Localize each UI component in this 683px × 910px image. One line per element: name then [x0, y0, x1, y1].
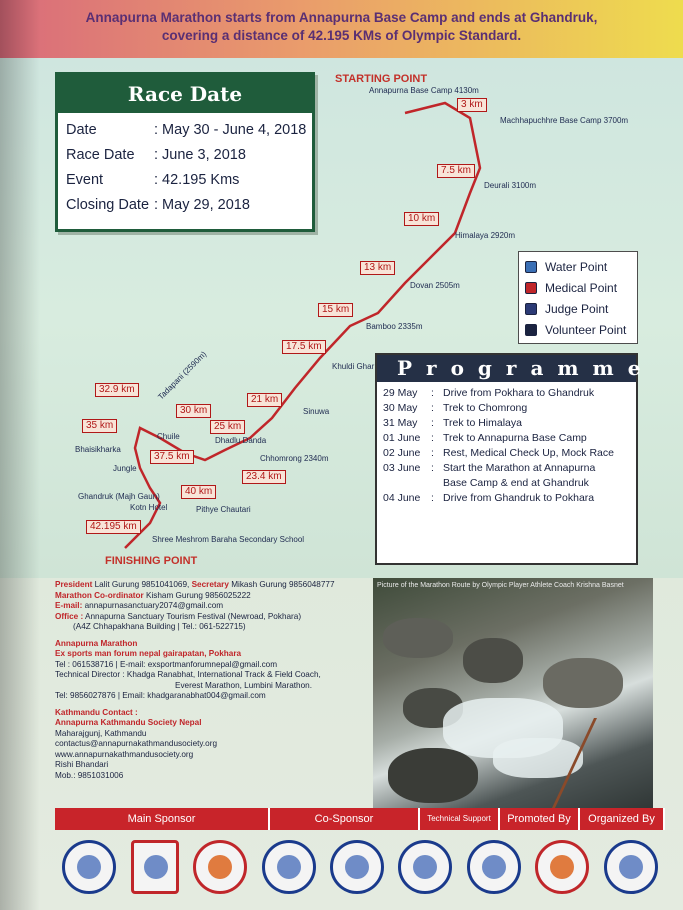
page-shadow: [0, 0, 40, 910]
contact-line: Rishi Bhandari: [55, 760, 109, 769]
race-row: [58, 193, 312, 218]
sponsor-logo: [535, 840, 589, 894]
race-key: Date: [66, 122, 97, 138]
race-key: Race Date: [66, 147, 135, 163]
programme-box: [375, 353, 655, 565]
place-kotn: Kotn Hotel: [130, 503, 168, 512]
secretary-value: Mikash Gurung 9856048777: [231, 580, 335, 589]
sponsor-logo: [262, 840, 316, 894]
programme-activity: Start the Marathon at Annapurna: [443, 462, 596, 474]
contact-line: [55, 591, 373, 602]
contact-line: Technical Director : Khadga Ranabhat, International Track & Field Coach,: [55, 670, 321, 679]
contact-line: www.annapurnakathmandusociety.org: [55, 749, 194, 759]
place-tadapani: Tadapani (2590m): [156, 349, 209, 402]
programme-row: 02 June : Rest, Medical Check Up, Mock Race: [383, 446, 630, 461]
km-marker: 32.9 km: [95, 383, 139, 397]
programme-activity: Drive from Pokhara to Ghandruk: [443, 387, 595, 399]
programme-row: 03 June : Start the Marathon at Annapurna: [383, 461, 630, 476]
programme-date: [383, 476, 431, 491]
water-bottle-icon: [525, 261, 537, 273]
race-row: [58, 168, 312, 193]
place-himalaya: Himalaya 2920m: [455, 231, 516, 240]
office-label: Office :: [55, 611, 84, 621]
programme-title: Programme: [377, 355, 636, 382]
programme-row: 01 June : Trek to Annapurna Base Camp: [383, 431, 630, 446]
place-mbc: Machhapuchhre Base Camp 3700m: [500, 116, 629, 125]
main-sponsor-label: Main Sponsor: [55, 808, 270, 830]
sponsor-logos: [55, 832, 665, 902]
contact-line: Tel: 9856027876 | Email: khadgaranabhat004@gmail.com: [55, 691, 266, 700]
km-marker: 35 km: [82, 419, 117, 433]
am-heading: Annapurna Marathon: [55, 638, 138, 648]
contacts-block: [55, 580, 373, 805]
legend-item: [525, 298, 631, 319]
volunteer-icon: [525, 324, 537, 336]
race-value: : June 3, 2018: [154, 147, 246, 163]
president-value: Lalit Gurung 9851041069,: [94, 580, 190, 589]
km-marker: 13 km: [360, 261, 395, 275]
programme-row: 29 May : Drive from Pokhara to Ghandruk: [383, 386, 630, 401]
km-marker: 17.5 km: [282, 340, 326, 354]
legend-label: Judge Point: [545, 301, 609, 316]
place-abc: Annapurna Base Camp 4130m: [369, 86, 479, 95]
sponsor-logo: [604, 840, 658, 894]
organized-by-label: Organized By: [580, 808, 665, 830]
programme-date: 30 May: [383, 402, 418, 414]
sponsor-logo: [62, 840, 116, 894]
secretary-label: Secretary: [191, 580, 229, 589]
contact-line: (A4Z Chhapakhana Building | Tel.: 061-522715): [73, 622, 246, 631]
header-line-1: Annapurna Marathon starts from Annapurna Base Camp and ends at Ghandruk,: [85, 10, 598, 25]
km-marker: 25 km: [210, 420, 245, 434]
river-photo: [373, 578, 653, 810]
race-date-box: [55, 72, 315, 232]
co-sponsor-label: Co-Sponsor: [270, 808, 420, 830]
km-marker: 40 km: [181, 485, 216, 499]
programme-row: 31 May : Trek to Himalaya: [383, 416, 630, 431]
sponsor-bar: [55, 808, 665, 830]
kt-org: Annapurna Kathmandu Society Nepal: [55, 718, 202, 727]
programme-date: 03 June: [383, 462, 421, 474]
photo-caption: Picture of the Marathon Route by Olympic Player Athlete Coach Krishna Basnet: [377, 582, 624, 589]
race-value: : 42.195 Kms: [154, 172, 240, 188]
contact-line: contactus@annapurnakathmandusociety.org: [55, 739, 218, 748]
kt-heading: Kathmandu Contact :: [55, 707, 138, 717]
place-pithye: Pithye Chautari: [196, 505, 251, 514]
contact-line: Maharajgunj, Kathmandu: [55, 728, 147, 738]
km-marker: 10 km: [404, 212, 439, 226]
president-label: President: [55, 580, 93, 589]
programme-row: 04 June : Drive from Ghandruk to Pokhara: [383, 491, 630, 506]
programme-activity: Trek to Chomrong: [443, 402, 528, 414]
legend-label: Water Point: [545, 259, 608, 274]
km-marker: 15 km: [318, 303, 353, 317]
programme-activity: Rest, Medical Check Up, Mock Race: [443, 447, 614, 459]
am-sub: Ex sports man forum nepal gairapatan, Pokhara: [55, 649, 242, 658]
programme-activity: Drive from Ghandruk to Pokhara: [443, 492, 595, 504]
finishing-point-label: FINISHING POINT: [105, 555, 198, 567]
starting-point-label: STARTING POINT: [335, 73, 428, 85]
place-ghandruk: Ghandruk (Majh Gaun): [78, 492, 160, 501]
programme-activity: Trek to Himalaya: [443, 417, 522, 429]
legend-label: Medical Point: [545, 280, 618, 295]
programme-date: 01 June: [383, 432, 421, 444]
email-value: annapurnasanctuary2074@gmail.com: [84, 601, 224, 610]
office-value: Annapurna Sanctuary Tourism Festival (Newroad, Pokhara): [85, 611, 302, 621]
place-dhadlu: Dhadlu Danda: [215, 436, 267, 445]
race-key: Closing Date: [66, 197, 150, 213]
race-value: : May 30 - June 4, 2018: [154, 122, 307, 138]
programme-row: 30 May : Trek to Chomrong: [383, 401, 630, 416]
contact-line: Mob.: 9851031006: [55, 770, 124, 780]
programme-date: 02 June: [383, 447, 421, 459]
legend-item: [525, 277, 631, 298]
contact-line: Tel : 061538716 | E-mail: exsportmanforumnepal@gmail.com: [55, 659, 278, 669]
place-bamboo: Bamboo 2335m: [366, 322, 423, 331]
promoted-by-label: Promoted By: [500, 808, 580, 830]
header-line-2: covering a distance of 42.195 KMs of Olympic Standard.: [161, 28, 522, 43]
km-marker: 3 km: [457, 98, 487, 112]
programme-activity: Base Camp & end at Ghandruk: [443, 477, 589, 489]
programme-date: 29 May: [383, 387, 418, 399]
race-key: Event: [66, 172, 104, 188]
judge-icon: [525, 303, 537, 315]
contact-line: [55, 612, 373, 623]
contact-line: [55, 580, 373, 591]
programme-date: 31 May: [383, 417, 418, 429]
place-dovan: Dovan 2505m: [410, 281, 460, 290]
contact-line: Everest Marathon, Lumbini Marathon.: [175, 680, 312, 690]
contact-line: [55, 601, 373, 612]
place-sinuwa: Sinuwa: [303, 407, 330, 416]
km-marker: 23.4 km: [242, 470, 286, 484]
place-bhaisikharka: Bhaisikharka: [75, 445, 121, 454]
header-banner: [0, 0, 683, 58]
sponsor-logo: [131, 840, 179, 894]
programme-row: [383, 476, 630, 491]
legend-label: Volunteer Point: [545, 322, 627, 337]
medical-icon: [525, 282, 537, 294]
place-jungle: Jungle: [113, 464, 137, 473]
race-row: [58, 118, 312, 143]
sponsor-logo: [330, 840, 384, 894]
map-legend: [518, 251, 638, 344]
place-chomrong: Chhomrong 2340m: [260, 454, 329, 463]
km-marker: 37.5 km: [150, 450, 194, 464]
sponsor-logo: [398, 840, 452, 894]
coord-label: Marathon Co-ordinator: [55, 590, 144, 600]
programme-activity: Trek to Annapurna Base Camp: [443, 432, 587, 444]
place-school: Shree Meshrom Baraha Secondary School: [152, 535, 305, 544]
race-date-title: Race Date: [58, 75, 312, 113]
sponsor-logo: [193, 840, 247, 894]
email-label: E-mail:: [55, 601, 83, 610]
km-marker: 7.5 km: [437, 164, 475, 178]
legend-item: [525, 256, 631, 277]
legend-item: [525, 319, 631, 340]
programme-date: 04 June: [383, 492, 421, 504]
race-row: [58, 143, 312, 168]
place-kuldi: Khuldi Ghar: [332, 362, 375, 371]
km-marker: 21 km: [247, 393, 282, 407]
place-chuile: Chuile: [157, 432, 180, 441]
race-value: : May 29, 2018: [154, 197, 250, 213]
km-marker: 42.195 km: [86, 520, 141, 534]
km-marker: 30 km: [176, 404, 211, 418]
sponsor-logo: [467, 840, 521, 894]
place-deurali: Deurali 3100m: [484, 181, 537, 190]
tech-support-label: Technical Support: [420, 808, 500, 830]
coord-value: Kisham Gurung 9856025222: [145, 590, 251, 600]
